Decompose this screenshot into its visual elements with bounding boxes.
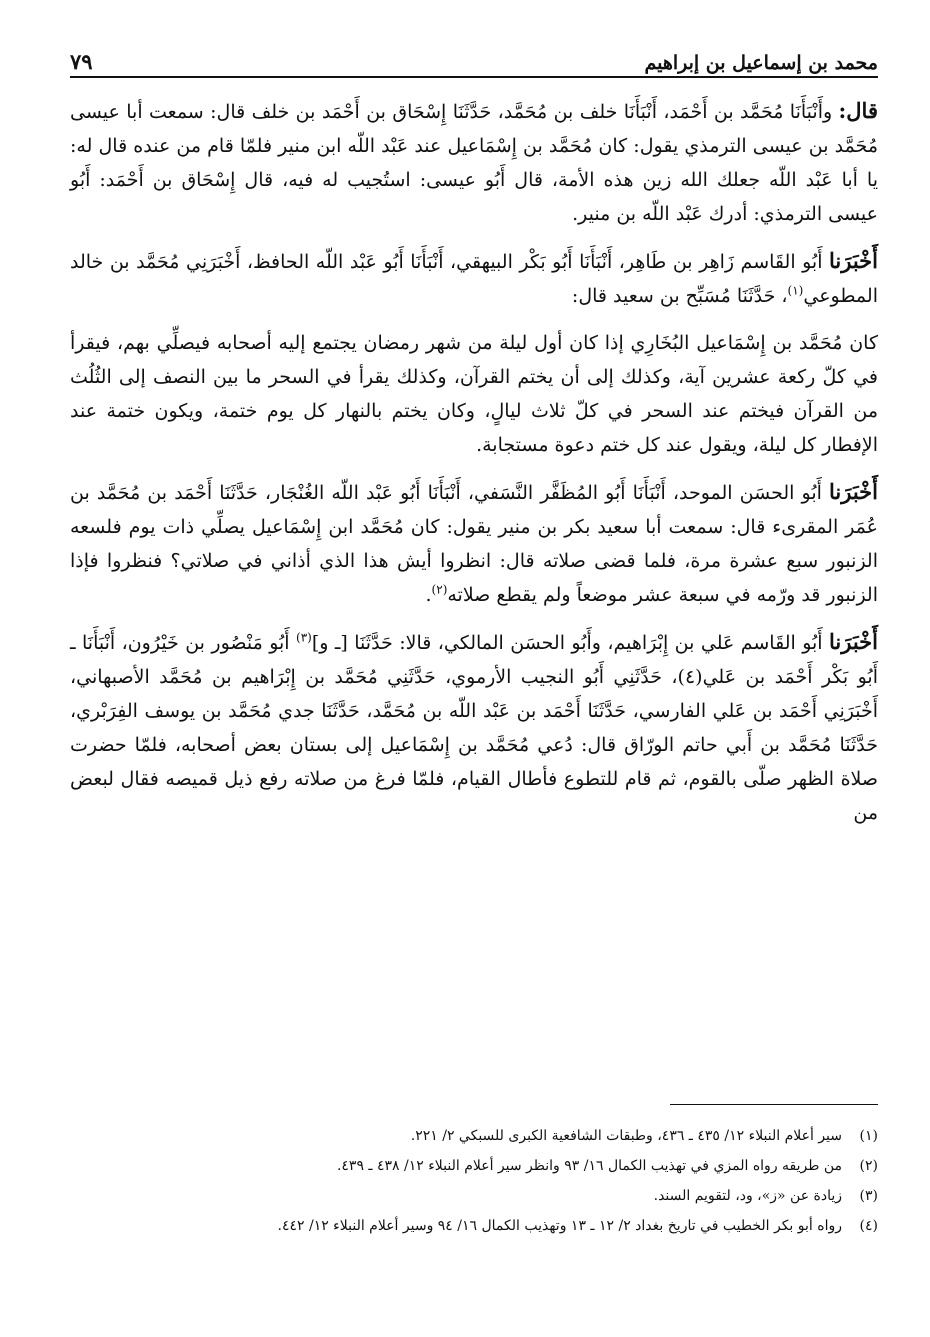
- footnote-item: [70, 1181, 878, 1211]
- page-number: ٧٩: [70, 49, 93, 74]
- footnote-item: [70, 1121, 878, 1151]
- footnote-text: زيادة عن «ز»، ود، لتقويم السند.: [653, 1188, 842, 1204]
- paragraph-lead: أَخْبَرَنا: [829, 479, 878, 504]
- footnote-text: سير أعلام النبلاء ١٢/ ٤٣٥ ـ ٤٣٦، وطبقات الشافعية الكبرى للسبكي ٢/ ٢٢١.: [410, 1128, 842, 1144]
- footnote-item: [70, 1211, 878, 1241]
- footnote-ref: (٢): [431, 582, 448, 597]
- paragraph-lead: أَخْبَرَنا: [829, 248, 878, 273]
- running-title: محمد بن إسماعيل بن إبراهيم: [644, 52, 878, 74]
- header-rule: [70, 76, 878, 78]
- main-text: [70, 94, 878, 830]
- paragraph-text: أَبُو القَاسم عَلي بن إِبْرَاهيم، وأَبُو الحسَن المالكي، قالا: حَدَّثَنَا [ـ و]: [311, 632, 830, 654]
- footnote-number: (١): [859, 1128, 878, 1144]
- paragraph-5: [70, 625, 878, 830]
- paragraph-text: وأَنْبَأَنَا مُحَمَّد بن أَحْمَد، أَنْبَأَنَا خلف بن مُحَمَّد، حَدَّثَنَا إِسْحَاق بن أَحْمَد بن خلف قال: سمعت أبا عيسى مُحَمَّد بن عيسى الترمذي يقول: كان مُحَمَّد بن إِسْمَاعيل عند عَبْد اللّه ابن منير فلمّا قام من عنده قال له: يا أبا عَبْد اللّه جعلك الله زين هذه الأمة، قال أَبُو عيسى: استُجيب له فيه، قال إِسْحَاق بن أَحْمَد: أَبُو عيسى الترمذي: أدرك عَبْد اللّه بن منير.: [70, 101, 878, 225]
- footnote-ref: (٣): [296, 630, 312, 645]
- paragraph-tail: .: [425, 584, 432, 606]
- paragraph-4: [70, 475, 878, 612]
- footnote-text: من طريقه رواه المزي في تهذيب الكمال ١٦/ ٩٣ وانظر سير أعلام النبلاء ١٢/ ٤٣٨ ـ ٤٣٩.: [336, 1158, 842, 1174]
- paragraph-text: أَبُو الحسَن الموحد، أَنْبَأَنَا أَبُو المُظَفَّر النَّسَفي، أَنْبَأَنَا أَبُو عَبْد اللّه الغُنْجَار، حَدَّثَنَا أَحْمَد بن مُحَمَّد بن عُمَر المقرىء قال: سمعت أبا سعيد بكر بن منير يقول: كان مُحَمَّد ابن إِسْمَاعيل يصلِّي ذات يوم فلسعه الزنبور سبع عشرة مرة، فلما قضى صلاته قال: انظروا أيش هذا الذي أذاني في صلاتي؟ فنظروا فإذا الزنبور قد ورّمه في سبعة عشر موضعاً ولم يقطع صلاته: [70, 482, 878, 606]
- paragraph-1: [70, 94, 878, 231]
- footnote-number: (٤): [859, 1218, 878, 1234]
- footnote-ref: (١): [787, 283, 804, 298]
- paragraph-2: [70, 244, 878, 313]
- footnote-text: رواه أبو بكر الخطيب في تاريخ بغداد ٢/ ١٢ ـ ١٣ وتهذيب الكمال ١٦/ ٩٤ وسير أعلام النبلاء ١٢/ ٤٤٢.: [277, 1218, 842, 1234]
- footnote-item: [70, 1151, 878, 1181]
- page-header: [70, 36, 878, 74]
- book-page: [70, 36, 878, 1234]
- paragraph-text: أَبُو القَاسم زَاهِر بن طَاهِر، أَنْبَأَنَا أَبُو بَكْر البيهقي، أَنْبَأَنَا أَبُو عَبْد اللّه الحافظ، أَخْبَرَنِي مُحَمَّد بن خالد المطوعي: [70, 251, 878, 307]
- paragraph-tail: أَبُو مَنْصُور بن خَيْرُون، أَنْبَأَنَا ـ أَبُو بَكْر أَحْمَد بن عَلي(٤)، حَدَّثَنِي أَبُو النجيب الأرموي، حَدَّثَنِي مُحَمَّد بن إِبْرَاهيم بن مُحَمَّد الأصبهاني، أَخْبَرَنِي أَحْمَد بن عَلي الفارسي، حَدَّثَنَا أَحْمَد بن عَبْد اللّه بن مُحَمَّد، حَدَّثَنَا جدي مُحَمَّد بن يوسف الفِرَبْري، حَدَّثَنَا مُحَمَّد بن أَبي حاتم الورّاق قال: دُعي مُحَمَّد بن إِسْمَاعيل إلى بستان بعض أصحابه، فلمّا حضرت صلاة الظهر صلّى بالقوم، ثم قام للتطوع فأطال القيام، فلمّا فرغ من صلاته رفع ذيل قميصه فقال لبعض من: [70, 632, 878, 824]
- paragraph-tail: ، حَدَّثَنَا مُسَبِّح بن سعيد قال:: [571, 285, 788, 307]
- footnote-number: (٣): [859, 1188, 878, 1204]
- paragraph-3: [70, 326, 878, 462]
- paragraph-lead: قال:: [838, 98, 878, 123]
- footnote-number: (٢): [859, 1158, 878, 1174]
- footnote-rule: [670, 1104, 878, 1105]
- paragraph-text: كان مُحَمَّد بن إِسْمَاعيل البُخَارِي إذا كان أول ليلة من شهر رمضان يجتمع إليه أصحابه فيصلِّي بهم، فيقرأ في كلّ ركعة عشرين آية، وكذلك إلى أن يختم القرآن، وكذلك يقرأ في السحر ما بين النصف إلى الثُلُث من القرآن فيختم عند السحر في كلّ ثلاث ليالٍ، وكان يختم بالنهار كل يوم ختمة، ويكون ختمة عند الإفطار كل ليلة، ويقول عند كل ختم دعوة مستجابة.: [70, 332, 878, 456]
- paragraph-lead: أَخْبَرَنا: [829, 629, 878, 654]
- footnotes: [70, 1121, 878, 1241]
